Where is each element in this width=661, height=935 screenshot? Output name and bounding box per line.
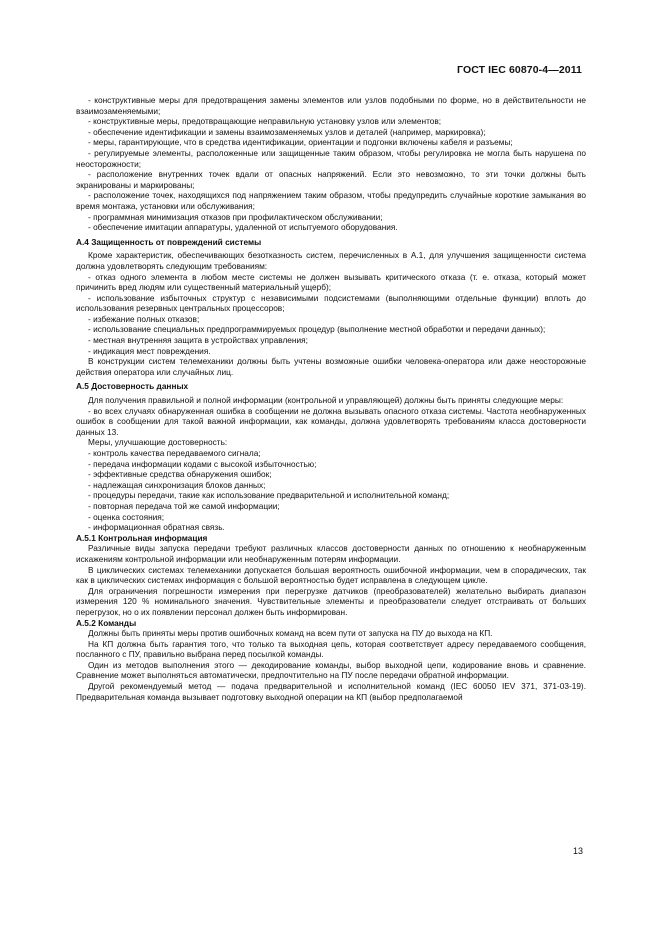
list-item: - конструктивные меры для предотвращения замены элементов или узлов подобными по форме, но в действительности не взаимозаменяемыми; [76, 95, 586, 116]
document-header: ГОСТ IEC 60870-4—2011 [457, 64, 582, 76]
paragraph: Для ограничения погрешности измерения при перегрузке датчиков (преобразователей) желательно выбирать диапазон измерения 120 % номинального значения. Чувствительные элементы и преобразователи следует отстраивать от больших перегрузок, но о их появлении персонал должен быть информирован. [76, 585, 586, 617]
page-number: 13 [572, 846, 583, 856]
list-item: - процедуры передачи, такие как использование предварительной и исполнительной команд; [88, 490, 450, 501]
list-item: - повторная передача той же самой информации; [88, 500, 280, 511]
page-body [76, 95, 586, 702]
list-item: - во всех случаях обнаруженная ошибка в сообщении не должна вызывать опасного отказа системы. Частота необнаруженных ошибок в сообщении для такой важной информации, как команды, должна удовлетворять требованиям класса достоверности данных 13. [76, 405, 586, 437]
list-item: - конструктивные меры, предотвращающие неправильную установку узлов или элементов; [88, 116, 442, 127]
list-item: - надлежащая синхронизация блоков данных; [88, 479, 266, 490]
list-item: - избежание полных отказов; [88, 313, 200, 324]
list-item: - местная внутренняя защита в устройствах управления; [88, 335, 308, 346]
paragraph: Различные виды запуска передачи требуют различных классов достоверности данных по отношению к необнаруженным искажениям контрольной информации или необнаруженным потерям информации. [76, 543, 586, 564]
list-item: - передача информации кодами с высокой избыточностью; [88, 458, 317, 469]
list-item: - регулируемые элементы, расположенные или защищенные таким образом, чтобы регулировка не могла быть нарушена по неосторожности; [76, 147, 586, 169]
list-item: - обеспечение имитации аппаратуры, удаленной от испытуемого оборудования. [88, 222, 398, 233]
list-item: - использование избыточных структур с независимыми подсистемами (выполняющими отдельные функции) вплоть до использования резервных центральных процессоров; [76, 292, 586, 314]
list-item: - индикация мест повреждения. [88, 345, 211, 356]
list-item: - эффективные средства обнаружения ошибок; [88, 469, 272, 480]
subsection-heading: А.5.2 Команды [76, 617, 137, 628]
list-item: - расположение точек, находящихся под напряжением таким образом, чтобы предупредить случайные короткие замыкания во время монтажа, установки или обслуживания; [76, 190, 586, 211]
list-item: - контроль качества передаваемого сигнала; [88, 448, 261, 458]
paragraph: Для получения правильной и полной информации (контрольной и управляющей) должны быть приняты следующие меры: [88, 395, 564, 406]
paragraph: Один из методов выполнения этого — декодирование команды, выбор выходной цепи, кодирование вновь и сравнение. Сравнение может выполняться автоматически, предпочтительно на ПУ после передачи обратной информации. [76, 659, 586, 681]
section-heading: А.5 Достоверность данных [76, 381, 189, 392]
list-item: - оценка состояния; [88, 511, 165, 522]
paragraph: В конструкции систем телемеханики должны быть учтены возможные ошибки человека-оператора или даже неосторожные действия оператора или случайных лиц. [76, 356, 586, 377]
section-heading: А.4 Защищенность от повреждений системы [76, 236, 262, 247]
list-item: - расположение внутренних точек вдали от опасных напряжений. Если это невозможно, то эти точки должны быть экранированы и маркированы; [76, 169, 586, 190]
subsection-heading: А.5.1 Контрольная информация [76, 532, 208, 543]
paragraph: Кроме характеристик, обеспечивающих безотказность систем, перечисленных в А.1, для улучшения защищенности система должна удовлетворять следующим требованиям: [76, 250, 586, 271]
paragraph: Меры, улучшающие достоверность: [88, 437, 228, 448]
list-item: - отказ одного элемента в любом месте системы не должен вызывать критического отказа (т. е. отказа, который может причинить вред людям или существенный материальный ущерб); [76, 271, 586, 293]
list-item: - меры, гарантирующие, что в средства идентификации, ориентации и подгонки включены кабеля и разъемы; [88, 137, 513, 148]
list-item: - программная минимизация отказов при профилактическом обслуживании; [88, 211, 383, 222]
list-item: - информационная обратная связь. [88, 522, 225, 533]
list-item: - обеспечение идентификации и замены взаимозаменяемых узлов и деталей (например, маркировка); [88, 126, 486, 137]
paragraph: Другой рекомендуемый метод — подача предварительной и исполнительной команд (IEC 60050 IEV 371, 371-03-19). Предварительная команда вызывает подготовку выходной операции на КП (выбор предполагаемой [76, 681, 586, 702]
paragraph: Должны быть приняты меры против ошибочных команд на всем пути от запуска на ПУ до выхода на КП. [88, 628, 493, 639]
list-item: - использование специальных предпрограммируемых процедур (выполнение местной обработки и передачи данных); [88, 324, 546, 335]
paragraph: В циклических системах телемеханики допускается большая вероятность ошибочной информации, чем в спорадических, так как в циклических системах информация с большой вероятностью будет исправлена в следующем цикле. [76, 564, 586, 586]
paragraph: На КП должна быть гарантия того, что только та выходная цепь, которая соответствует адресу передаваемого сообщения, посланного с ПУ, правильно выбрана перед посылкой команды. [76, 638, 586, 660]
